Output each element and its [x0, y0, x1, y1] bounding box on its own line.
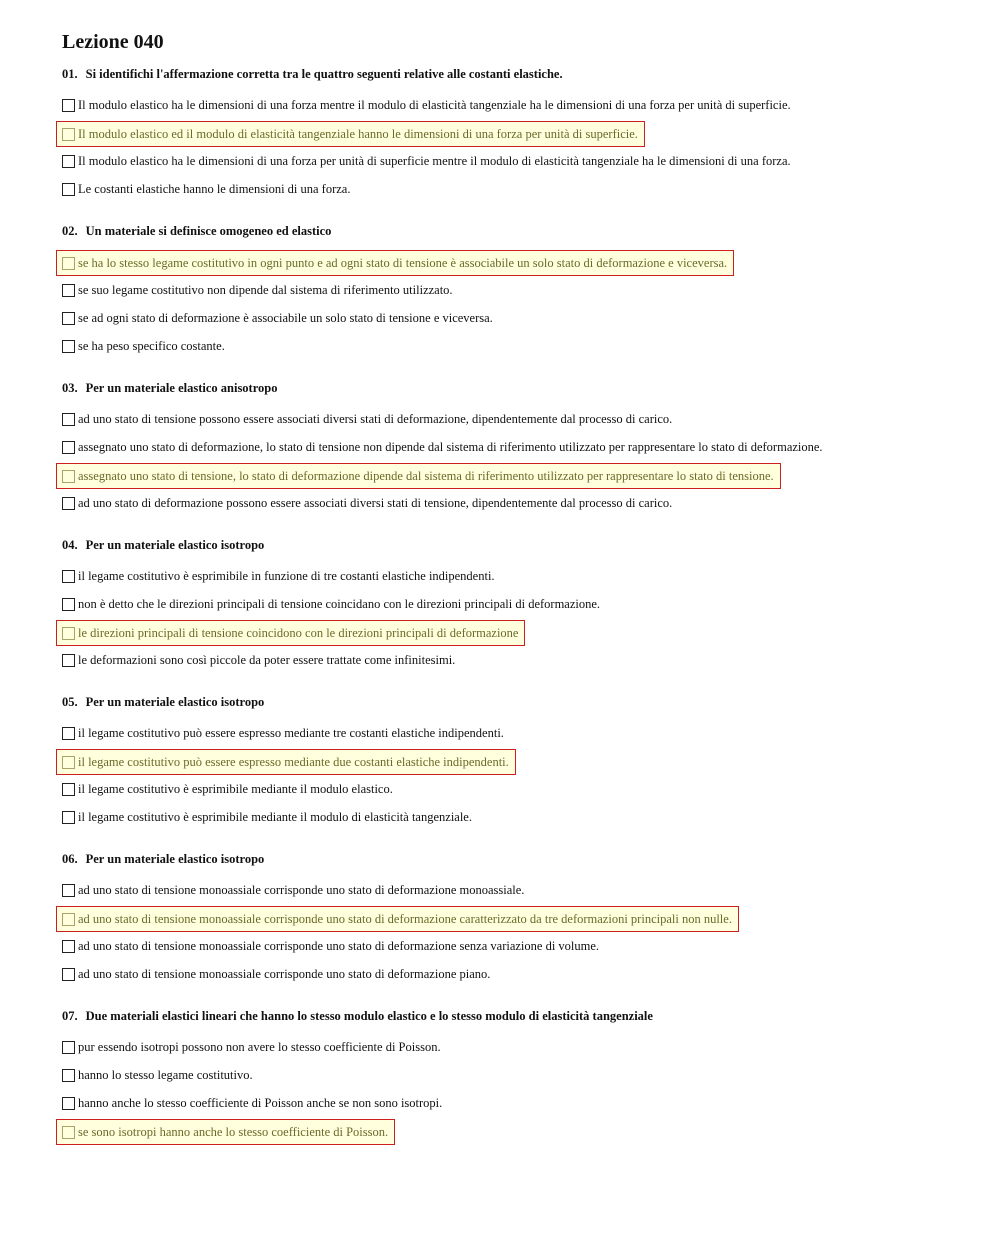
document-page — [62, 30, 962, 1165]
answer-option-body — [62, 934, 604, 958]
answer-checkbox[interactable] — [62, 470, 75, 483]
question-text: Due materiali elastici lineari che hanno lo stesso modulo elastico e lo stesso modulo di elasticità tangenziale — [85, 1009, 653, 1023]
question-number: 07. — [62, 1009, 78, 1023]
answer-option — [62, 93, 962, 121]
answer-option-body — [62, 407, 677, 431]
answer-checkbox[interactable] — [62, 155, 75, 168]
question-number: 01. — [62, 67, 78, 81]
answer-checkbox[interactable] — [62, 441, 75, 454]
question-number: 05. — [62, 695, 78, 709]
answer-option-body — [62, 564, 500, 588]
question-2 — [62, 223, 962, 362]
answer-text: non è detto che le direzioni principali di tensione coincidano con le direzioni principali di deformazione. — [78, 597, 601, 611]
answer-option — [62, 749, 962, 777]
answer-option-body — [62, 177, 355, 201]
answer-checkbox[interactable] — [62, 811, 75, 824]
answer-option-body — [62, 278, 458, 302]
question-5 — [62, 694, 962, 833]
answer-text: Il modulo elastico ha le dimensioni di una forza mentre il modulo di elasticità tangenziale ha le dimensioni di una forza per unità di superficie. — [78, 98, 791, 112]
answer-option-body — [62, 592, 605, 616]
answer-text: se ad ogni stato di deformazione è associabile un solo stato di tensione e viceversa. — [78, 311, 493, 325]
question-number: 04. — [62, 538, 78, 552]
answer-text: ad uno stato di deformazione possono essere associati diversi stati di tensione, dipendentemente dal processo di carico. — [78, 496, 673, 510]
answer-checkbox[interactable] — [62, 940, 75, 953]
answer-option-body — [62, 93, 796, 117]
answer-text: ad uno stato di tensione monoassiale corrisponde uno stato di deformazione senza variazione di volume. — [78, 939, 600, 953]
answer-option-body — [62, 962, 495, 986]
question-heading — [62, 66, 962, 82]
question-heading — [62, 694, 962, 710]
answer-text: il legame costitutivo è esprimibile mediante il modulo di elasticità tangenziale. — [78, 810, 472, 824]
answer-checkbox[interactable] — [62, 1041, 75, 1054]
question-1 — [62, 66, 962, 205]
answer-option-body — [62, 721, 509, 745]
question-text: Un materiale si definisce omogeneo ed elastico — [85, 224, 332, 238]
question-number: 03. — [62, 381, 78, 395]
answer-text: ad uno stato di tensione possono essere associati diversi stati di deformazione, dipendentemente dal processo di carico. — [78, 412, 673, 426]
answer-text: il legame costitutivo può essere espresso mediante tre costanti elastiche indipendenti. — [78, 726, 504, 740]
answer-option — [62, 648, 962, 676]
answer-checkbox[interactable] — [62, 99, 75, 112]
answer-option-body — [62, 878, 529, 902]
answer-option-body — [62, 334, 230, 358]
answer-option — [62, 334, 962, 362]
question-heading — [62, 537, 962, 553]
answer-checkbox[interactable] — [62, 783, 75, 796]
answer-option — [62, 121, 962, 149]
answer-option — [62, 592, 962, 620]
answer-text: il legame costitutivo è esprimibile mediante il modulo elastico. — [78, 782, 393, 796]
answer-option — [62, 1119, 962, 1147]
question-text: Per un materiale elastico isotropo — [85, 538, 265, 552]
answer-option-body — [62, 777, 398, 801]
answer-text: Il modulo elastico ha le dimensioni di una forza per unità di superficie mentre il modulo di elasticità tangenziale ha le dimensioni di una forza. — [78, 154, 791, 168]
answer-checkbox[interactable] — [62, 913, 75, 926]
answer-text: se suo legame costitutivo non dipende dal sistema di riferimento utilizzato. — [78, 283, 453, 297]
answer-checkbox[interactable] — [62, 183, 75, 196]
answer-option — [62, 906, 962, 934]
answer-text: se sono isotropi hanno anche lo stesso coefficiente di Poisson. — [78, 1125, 389, 1139]
question-7 — [62, 1008, 962, 1147]
answer-checkbox[interactable] — [62, 1097, 75, 1110]
answer-checkbox[interactable] — [62, 968, 75, 981]
answer-checkbox[interactable] — [62, 284, 75, 297]
answer-option — [62, 177, 962, 205]
question-3 — [62, 380, 962, 519]
answer-checkbox[interactable] — [62, 1069, 75, 1082]
question-text: Per un materiale elastico isotropo — [85, 852, 265, 866]
answer-text: ad uno stato di tensione monoassiale corrisponde uno stato di deformazione caratterizzato da tre deformazioni principali non nulle. — [78, 912, 732, 926]
answer-option — [62, 491, 962, 519]
question-number: 06. — [62, 852, 78, 866]
question-text: Per un materiale elastico isotropo — [85, 695, 265, 709]
question-6 — [62, 851, 962, 990]
question-4 — [62, 537, 962, 676]
answer-checkbox[interactable] — [62, 257, 75, 270]
answer-option-body — [62, 805, 477, 829]
answer-option — [62, 306, 962, 334]
answer-checkbox[interactable] — [62, 312, 75, 325]
answer-option — [62, 620, 962, 648]
answer-option-body — [62, 435, 828, 459]
question-heading — [62, 1008, 962, 1024]
answer-option — [62, 878, 962, 906]
answer-option — [62, 407, 962, 435]
answer-text: le deformazioni sono così piccole da poter essere trattate come infinitesimi. — [78, 653, 456, 667]
answer-text: assegnato uno stato di deformazione, lo stato di tensione non dipende dal sistema di riferimento utilizzato per rappresentare lo stato di deformazione. — [78, 440, 823, 454]
answer-text: pur essendo isotropi possono non avere lo stesso coefficiente di Poisson. — [78, 1040, 441, 1054]
answer-text: se ha lo stesso legame costitutivo in ogni punto e ad ogni stato di tensione è associabile un solo stato di deformazione e viceversa. — [78, 256, 728, 270]
answer-option — [62, 564, 962, 592]
answer-option-correct — [56, 463, 781, 489]
answer-checkbox[interactable] — [62, 884, 75, 897]
question-number: 02. — [62, 224, 78, 238]
answer-option — [62, 1091, 962, 1119]
answer-option-body — [62, 1063, 258, 1087]
question-list — [62, 66, 962, 1147]
answer-option — [62, 149, 962, 177]
question-text: Per un materiale elastico anisotropo — [85, 381, 278, 395]
answer-text: Le costanti elastiche hanno le dimensioni di una forza. — [78, 182, 351, 196]
answer-checkbox[interactable] — [62, 570, 75, 583]
answer-option-body — [62, 149, 796, 173]
question-text: Si identifichi l'affermazione corretta tra le quattro seguenti relative alle costanti elastiche. — [85, 67, 563, 81]
answer-option — [62, 250, 962, 278]
answer-option-body — [62, 1091, 447, 1115]
answer-option — [62, 934, 962, 962]
answer-checkbox[interactable] — [62, 1126, 75, 1139]
answer-text: se ha peso specifico costante. — [78, 339, 225, 353]
question-heading — [62, 380, 962, 396]
answer-checkbox[interactable] — [62, 756, 75, 769]
answer-text: Il modulo elastico ed il modulo di elasticità tangenziale hanno le dimensioni di una forza per unità di superficie. — [78, 127, 638, 141]
answer-option-body — [62, 648, 460, 672]
answer-text: ad uno stato di tensione monoassiale corrisponde uno stato di deformazione piano. — [78, 967, 491, 981]
answer-text: il legame costitutivo può essere espresso mediante due costanti elastiche indipendenti. — [78, 755, 509, 769]
answer-text: ad uno stato di tensione monoassiale corrisponde uno stato di deformazione monoassiale. — [78, 883, 525, 897]
answer-option-correct — [56, 1119, 395, 1145]
answer-text: le direzioni principali di tensione coincidono con le direzioni principali di deformazione — [78, 626, 519, 640]
answer-text: assegnato uno stato di tensione, lo stato di deformazione dipende dal sistema di riferimento utilizzato per rappresentare lo stato di tensione. — [78, 469, 774, 483]
answer-text: hanno anche lo stesso coefficiente di Poisson anche se non sono isotropi. — [78, 1096, 443, 1110]
answer-option-correct — [56, 121, 645, 147]
answer-option-correct — [56, 749, 516, 775]
answer-option — [62, 962, 962, 990]
answer-checkbox[interactable] — [62, 413, 75, 426]
answer-option — [62, 463, 962, 491]
answer-checkbox[interactable] — [62, 128, 75, 141]
answer-text: hanno lo stesso legame costitutivo. — [78, 1068, 253, 1082]
answer-checkbox[interactable] — [62, 627, 75, 640]
answer-option — [62, 721, 962, 749]
answer-option — [62, 1063, 962, 1091]
answer-option — [62, 777, 962, 805]
answer-option — [62, 435, 962, 463]
answer-option-correct — [56, 906, 739, 932]
answer-option-correct — [56, 620, 525, 646]
answer-option-correct — [56, 250, 734, 276]
question-heading — [62, 223, 962, 239]
answer-option-body — [62, 1035, 446, 1059]
answer-checkbox[interactable] — [62, 497, 75, 510]
answer-checkbox[interactable] — [62, 654, 75, 667]
answer-option-body — [62, 306, 498, 330]
answer-option-body — [62, 491, 677, 515]
answer-checkbox[interactable] — [62, 727, 75, 740]
answer-checkbox[interactable] — [62, 340, 75, 353]
answer-checkbox[interactable] — [62, 598, 75, 611]
question-heading — [62, 851, 962, 867]
answer-option — [62, 1035, 962, 1063]
answer-option — [62, 278, 962, 306]
answer-option — [62, 805, 962, 833]
page-title: Lezione 040 — [62, 31, 164, 53]
answer-text: il legame costitutivo è esprimibile in funzione di tre costanti elastiche indipendenti. — [78, 569, 495, 583]
